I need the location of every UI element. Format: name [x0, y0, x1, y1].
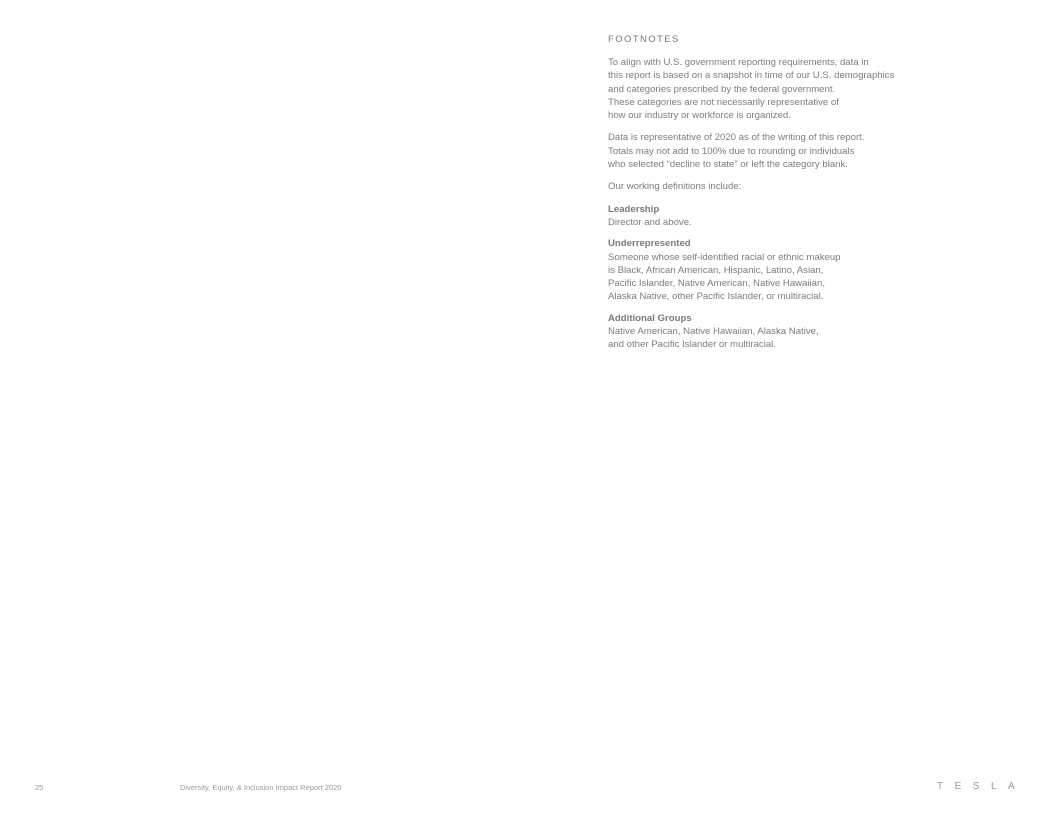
footnotes-heading: FOOTNOTES	[608, 34, 680, 45]
definition-body: Someone whose self-identified racial or ethnic makeup is Black, African American, Hispanic, Latino, Asian, Pacific Islander, Native American, Native Hawaiian, Alaska Native, other Pacific Islander, or multiracial.	[608, 251, 841, 303]
report-title: Diversity, Equity, & Inclusion Impact Report 2020	[180, 783, 342, 792]
definition-leadership	[608, 203, 948, 230]
definition-term: Leadership	[608, 203, 660, 215]
tesla-logo: TESLA	[937, 781, 1027, 792]
definition-additional-groups	[608, 312, 948, 352]
definition-term: Underrepresented	[608, 238, 691, 250]
definition-body: Director and above.	[608, 216, 692, 228]
footnote-paragraph: Data is representative of 2020 as of the writing of this report. Totals may not add to 100% due to rounding or individuals who selected “decline to state” or left the category blank.	[608, 132, 865, 171]
footnote-paragraph: To align with U.S. government reporting requirements, data in this report is based on a snapshot in time of our U.S. demographics and categories prescribed by the federal government. These categories are not necessarily representative of how our industry or workforce is organized.	[608, 57, 895, 122]
page-number: 25	[35, 783, 44, 792]
footnotes-section	[608, 33, 948, 360]
definition-body: Native American, Native Hawaiian, Alaska Native, and other Pacific Islander or multiracial.	[608, 326, 819, 351]
definitions-intro: Our working definitions include:	[608, 181, 742, 193]
definition-underrepresented	[608, 237, 948, 303]
definition-term: Additional Groups	[608, 312, 692, 324]
